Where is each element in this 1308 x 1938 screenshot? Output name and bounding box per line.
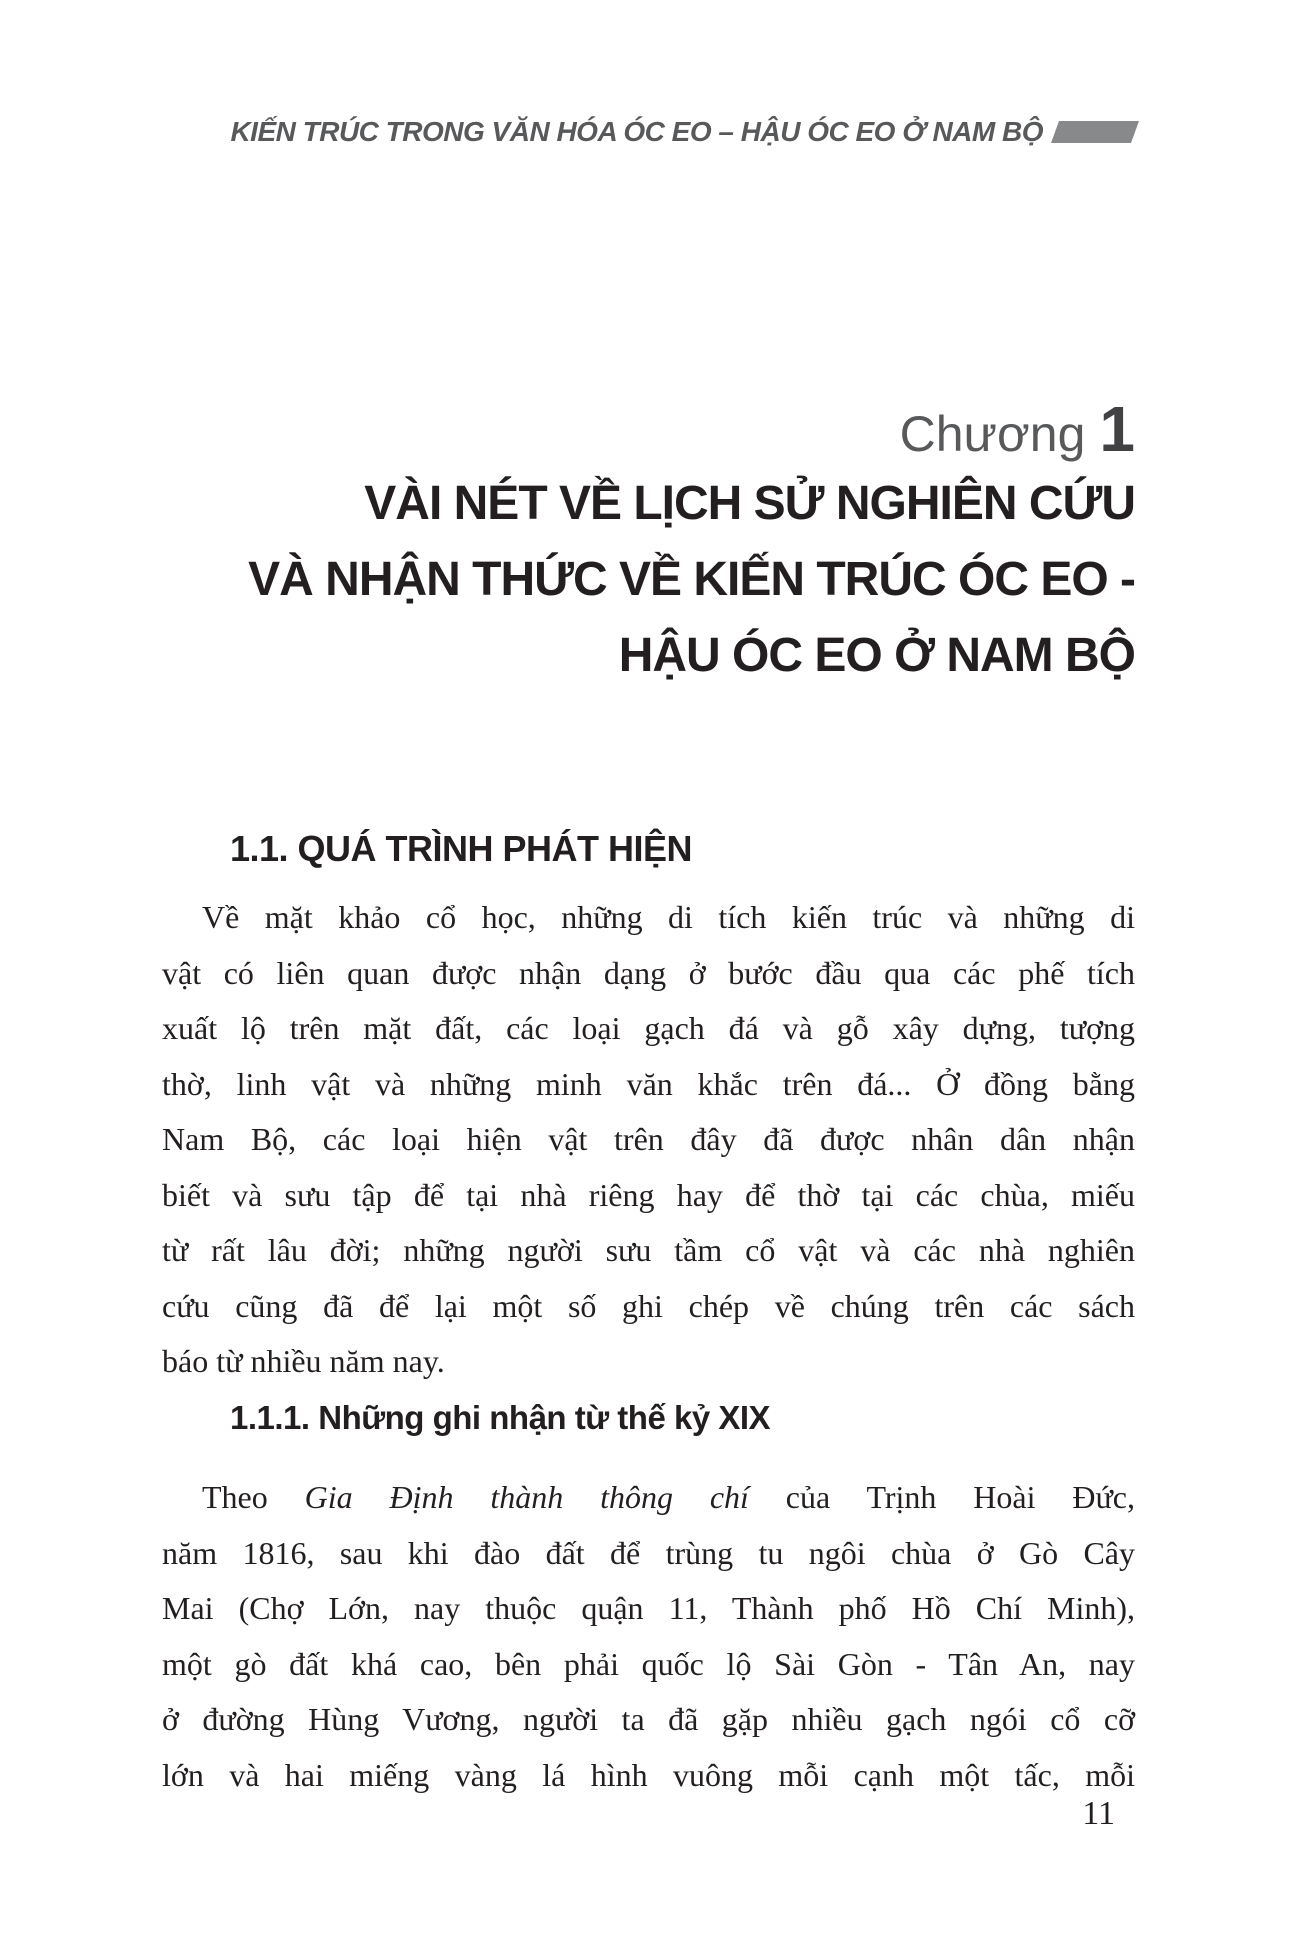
paragraph-1 [162,890,1135,1390]
section-heading-1-1-1: 1.1.1. Những ghi nhận từ thế kỷ XIX [230,1399,771,1436]
chapter-title-line: HẬU ÓC EO Ở NAM BỘ [618,629,1135,682]
chapter-word: Chương [899,406,1086,462]
text-line: biết và sưu tập để tại nhà riêng hay để thờ tại các chùa, miếu [162,1176,1135,1213]
text-line: vật có liên quan được nhận dạng ở bước đầu qua các phế tích [162,954,1135,991]
section-heading-1-1: 1.1. QUÁ TRÌNH PHÁT HIỆN [230,828,693,869]
chapter-title-line: VÀI NÉT VỀ LỊCH SỬ NGHIÊN CỨU [364,477,1135,530]
text-line: xuất lộ trên mặt đất, các loại gạch đá và gỗ xây dựng, tượng [162,1010,1135,1046]
paragraph-2 [162,1470,1135,1803]
chapter-label [162,392,1135,466]
chapter-number: 1 [1099,393,1135,465]
text-line: cứu cũng đã để lại một số ghi chép về chúng trên các sách [162,1287,1135,1324]
text-line: lớn và hai miếng vàng lá hình vuông mỗi cạnh một tấc, mỗi [162,1756,1135,1793]
text-line: Mai (Chợ Lớn, nay thuộc quận 11, Thành phố Hồ Chí Minh), [162,1590,1135,1626]
chapter-title-line: VÀ NHẬN THỨC VỀ KIẾN TRÚC ÓC EO - [248,553,1135,606]
text-line: ở đường Hùng Vương, người ta đã gặp nhiều gạch ngói cổ cỡ [162,1701,1135,1737]
text-line: Về mặt khảo cổ học, những di tích kiến trúc và những di [202,899,1135,935]
header-bar-decoration [1051,121,1139,143]
book-title-italic: Gia Định thành thông chí [304,1479,749,1515]
text-line: thờ, linh vật và những minh văn khắc trên đá... Ở đồng bằng [162,1065,1135,1102]
text-line: báo từ nhiều năm nay. [162,1343,445,1379]
text-line [162,1470,1135,1526]
running-header [230,116,1135,148]
chapter-title [100,466,1135,694]
text-line: từ rất lâu đời; những người sưu tầm cổ vật và các nhà nghiên [162,1232,1135,1268]
text-line: năm 1816, sau khi đào đất để trùng tu ngôi chùa ở Gò Cây [162,1534,1135,1571]
text-line: một gò đất khá cao, bên phải quốc lộ Sài Gòn - Tân An, nay [162,1645,1135,1682]
text-segment: Theo [202,1479,305,1515]
text-segment: của Trịnh Hoài Đức, [748,1479,1136,1515]
running-header-title: KIẾN TRÚC TRONG VĂN HÓA ÓC EO – HẬU ÓC EO Ở NAM BỘ [230,116,1043,147]
text-line: Nam Bộ, các loại hiện vật trên đây đã được nhân dân nhận [162,1121,1135,1157]
page-number: 11 [1082,1795,1115,1832]
